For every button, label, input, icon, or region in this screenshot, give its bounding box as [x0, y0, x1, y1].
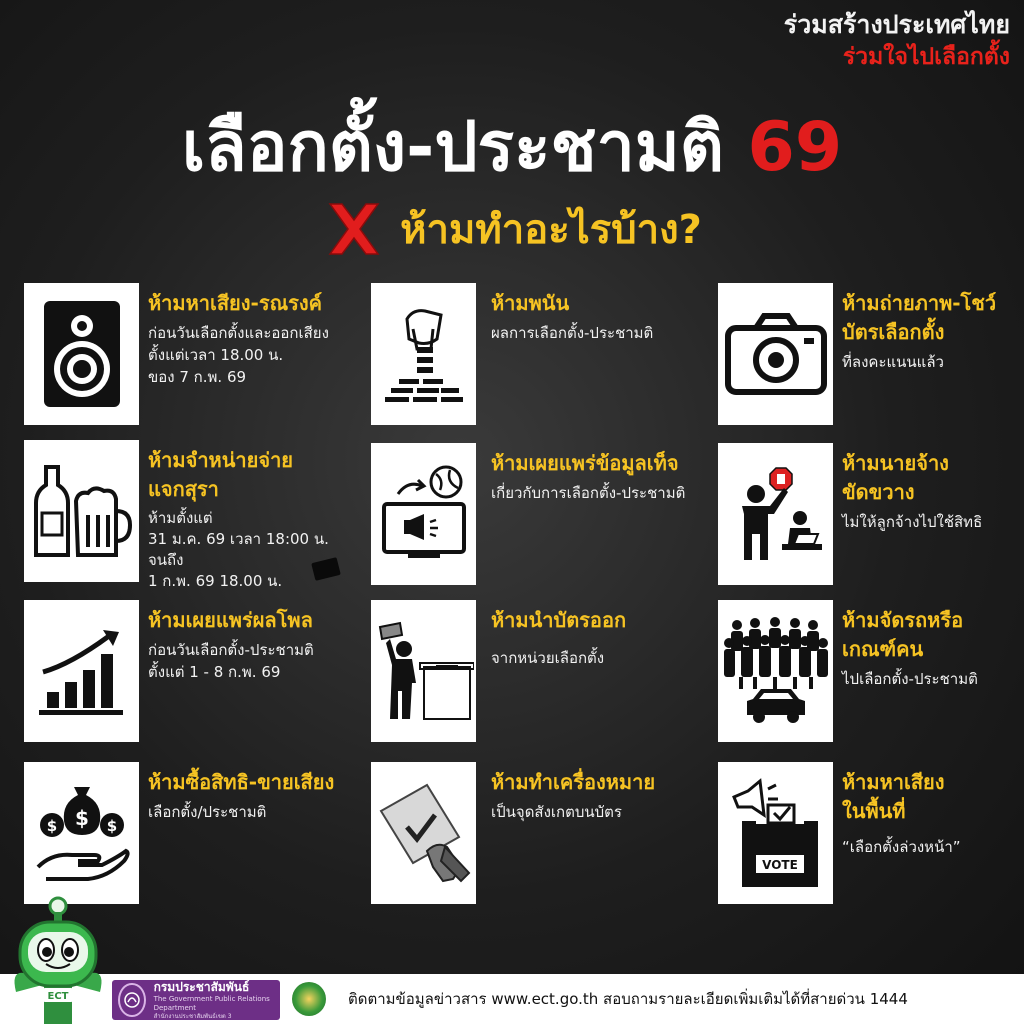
item-title: ห้ามจำหน่ายจ่าย แจกสุรา: [148, 448, 294, 501]
footer-info: ติดตามข้อมูลข่าวสาร www.ect.go.th สอบถามรายละเอียดเพิ่มเติมได้ที่สายด่วน 1444: [348, 990, 908, 1008]
slogan-line-1: ร่วมสร้างประเทศไทย: [783, 10, 1010, 39]
prd-name: กรมประชาสัมพันธ์: [153, 979, 250, 994]
speaker-icon: [42, 299, 122, 409]
slogan-line-2: ร่วมใจไปเลือกตั้ง: [842, 44, 1010, 70]
item-title: ห้ามเผยแพร่ผลโพล: [148, 608, 313, 632]
item-title: ห้ามเผยแพร่ข้อมูลเท็จ: [491, 451, 679, 475]
camera-icon: [724, 312, 828, 396]
item-title: ห้ามซื้อสิทธิ-ขายเสียง: [148, 770, 335, 794]
money-hand-icon: [32, 781, 132, 885]
red-x-icon: [322, 200, 386, 258]
subtitle-text: ห้ามทำอะไรบ้าง?: [400, 207, 702, 253]
gambling-coins-icon: [379, 299, 469, 409]
alcohol-icon: [32, 461, 132, 561]
prd-logo: [112, 980, 280, 1020]
prd-seal-icon: [118, 983, 146, 1017]
title-year: 69: [747, 108, 843, 187]
subtitle: [0, 196, 1024, 262]
item-desc: ไม่ให้ลูกจ้างไปใช้สิทธิ: [842, 513, 983, 531]
item-title: ห้ามพนัน: [491, 291, 570, 315]
item-title: ห้ามหาเสียง-รณรงค์: [148, 291, 323, 315]
page-title: [0, 98, 1024, 198]
item-title: ห้ามจัดรถหรือ เกณฑ์คน: [842, 608, 964, 661]
title-main: เลือกตั้ง-ประชามติ: [181, 108, 724, 187]
svg-text:$: $: [46, 817, 57, 835]
crowd-car-icon: [723, 615, 829, 727]
item-desc: ห้ามตั้งแต่ 31 ม.ค. 69 เวลา 18:00 น. จนถึง 1 ก.พ. 69 18.00 น.: [148, 509, 329, 590]
item-desc: “เลือกตั้งล่วงหน้า”: [842, 838, 961, 856]
item-title: ห้ามหาเสียง ในพื้นที่: [842, 770, 945, 823]
marked-ballot-icon: [377, 781, 471, 885]
slogan: [784, 8, 1010, 72]
item-title: ห้ามนายจ้าง ขัดขวาง: [842, 451, 949, 504]
prd-english-name: The Government Public Relations Department: [153, 994, 270, 1012]
growth-chart-icon: [37, 626, 127, 716]
svg-text:$: $: [74, 806, 89, 830]
item-desc: จากหน่วยเลือกตั้ง: [491, 649, 605, 667]
item-desc: เลือกตั้ง/ประชามติ: [148, 803, 267, 821]
item-desc: เกี่ยวกับการเลือกตั้ง-ประชามติ: [491, 484, 686, 502]
item-desc: ไปเลือกตั้ง-ประชามติ: [842, 670, 978, 688]
province-seal-icon: [292, 982, 326, 1016]
item-desc: ผลการเลือกตั้ง-ประชามติ: [491, 324, 654, 342]
vote-label: VOTE: [761, 858, 798, 872]
employer-stop-icon: [728, 464, 824, 564]
person-ballot-box-icon: [374, 619, 474, 723]
item-desc: เป็นจุดสังเกตบนบัตร: [491, 803, 622, 821]
item-title: ห้ามถ่ายภาพ-โชว์ บัตรเลือกตั้ง: [842, 291, 997, 344]
broadcast-monitor-icon: [378, 464, 470, 564]
ect-mascot-icon: [6, 888, 110, 1024]
svg-text:$: $: [106, 817, 117, 835]
megaphone-vote-box-icon: [726, 775, 826, 891]
item-desc: ก่อนวันเลือกตั้ง-ประชามติ ตั้งแต่ 1 - 8 ก.พ. 69: [148, 641, 314, 681]
item-desc: ก่อนวันเลือกตั้งและออกเสียง ตั้งแต่เวลา 18.00 น. ของ 7 ก.พ. 69: [148, 324, 329, 386]
footer: [0, 974, 1024, 1024]
item-title: ห้ามนำบัตรออก: [491, 608, 627, 632]
mascot-badge: ECT: [47, 991, 69, 1002]
item-desc: ที่ลงคะแนนแล้ว: [842, 353, 944, 371]
prd-office: สำนักงานประชาสัมพันธ์เขต 3: [153, 1012, 232, 1020]
item-title: ห้ามทำเครื่องหมาย: [491, 770, 656, 794]
